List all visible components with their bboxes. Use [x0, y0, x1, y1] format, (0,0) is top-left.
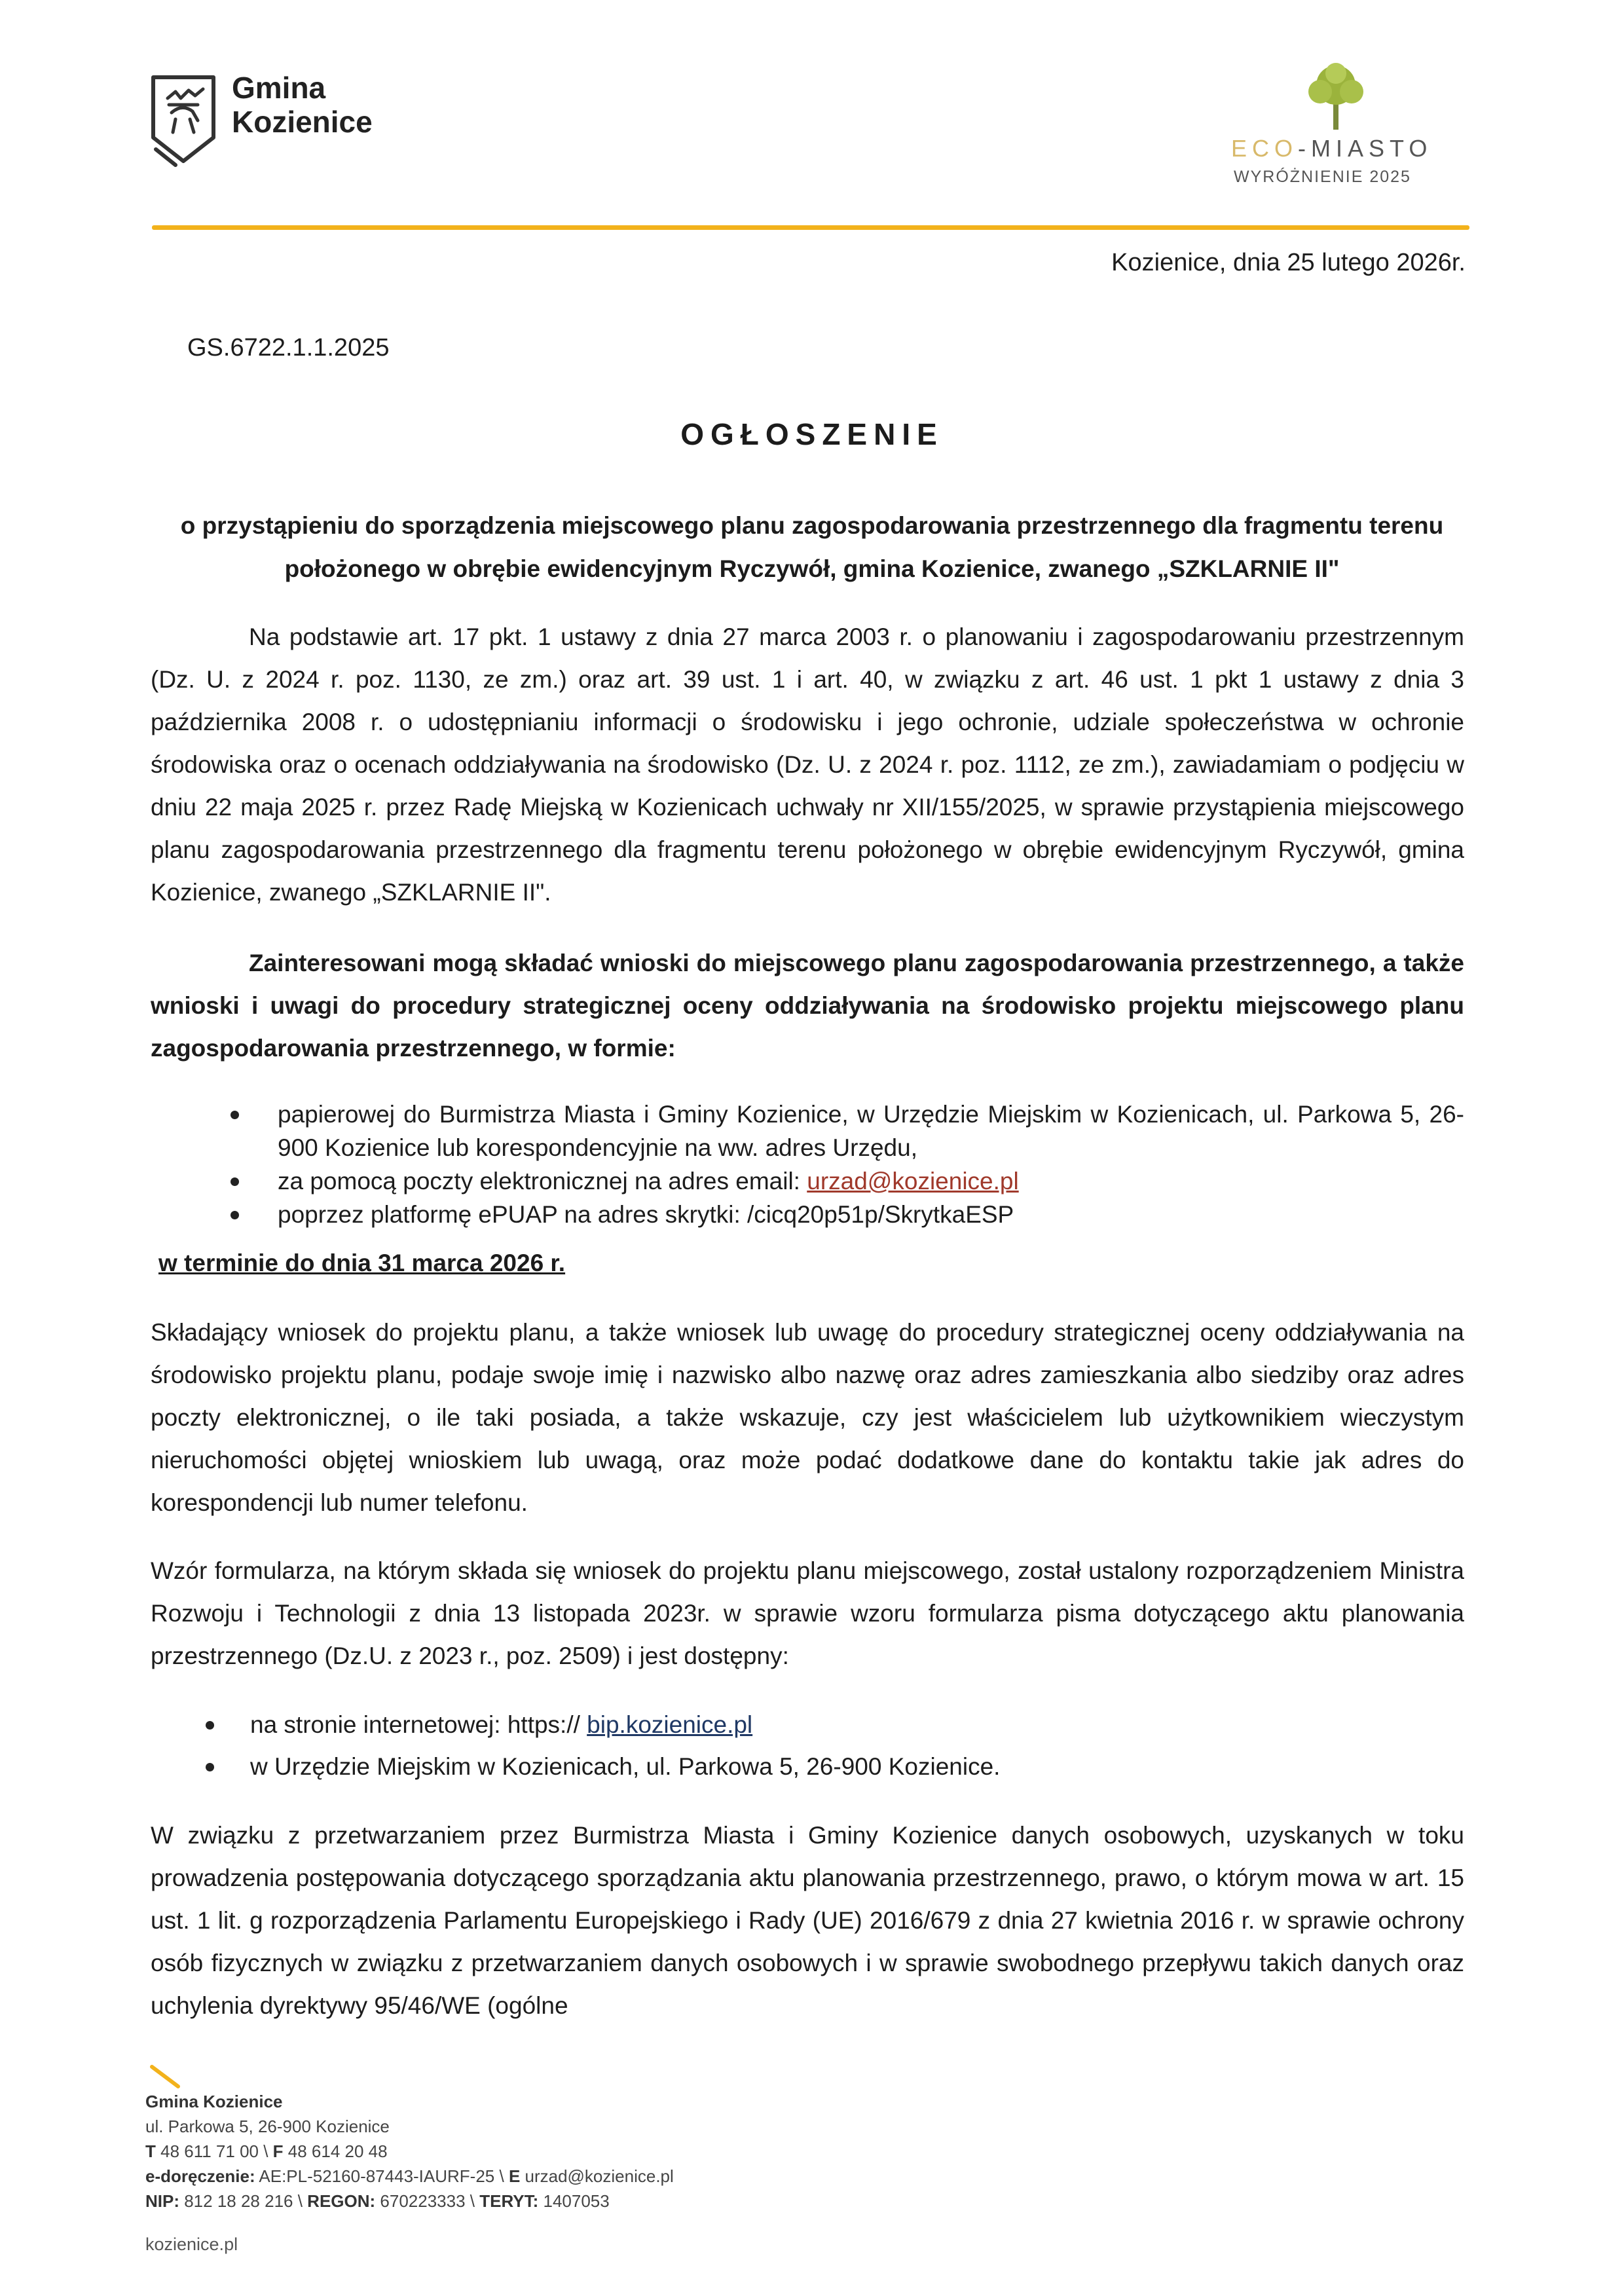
- list-item: [250, 1704, 1462, 1746]
- email-value: urzad@kozienice.pl: [520, 2166, 674, 2186]
- fax-label: F: [272, 2141, 284, 2161]
- miasto-part: -MIASTO: [1298, 135, 1433, 162]
- header-divider: [152, 225, 1469, 230]
- legal-basis-paragraph: Na podstawie art. 17 pkt. 1 ustawy z dnia 27 marca 2003 r. o planowaniu i zagospodarowaniu przestrzennym (Dz. U. z 2024 r. poz. 1130, ze zm.) oraz art. 39 ust. 1 i art. 40, w związku z art. 46 ust. 1 pkt 1 ustawy z dnia 3 października 2008 r. o udostępnianiu informacji o środowisku i jego ochronie, udziale społeczeństwa w ochronie środowiska oraz o ocenach oddziaływania na środowisko (Dz. U. z 2024 r. poz. 1112, ze zm.), zawiadamiam o podjęciu w dniu 22 maja 2025 r. przez Radę Miejską w Kozienicach uchwały nr XII/155/2025, w sprawie przystąpienia miejscowego planu zagospodarowania przestrzennego dla fragmentu terenu położonego w obrębie ewidencyjnym Ryczywół, gmina Kozienice, zwanego „SZKLARNIE II".: [151, 623, 1464, 906]
- document-date: Kozienice, dnia 25 lutego 2026r.: [1111, 249, 1466, 276]
- logo-line1: Gmina: [232, 71, 326, 105]
- list-item: [278, 1198, 1464, 1231]
- document-heading: OGŁOSZENIE: [680, 417, 944, 451]
- document-subject: o przystąpieniu do sporządzenia miejscowego planu zagospodarowania przestrzennego dla fragmentu terenu położonego w obrębie ewidencyjnym Ryczywół, gmina Kozienice, zwanego „SZKLARNIE II": [180, 512, 1444, 582]
- footer-phone-line: [145, 2139, 674, 2164]
- phone-label: T: [145, 2141, 156, 2161]
- teryt-value: 1407053: [538, 2191, 610, 2211]
- footer-org: Gmina Kozienice: [145, 2092, 283, 2111]
- edelivery-label: e-doręczenie:: [145, 2166, 255, 2186]
- eco-miasto-title: [1231, 135, 1432, 162]
- footer-edelivery-line: [145, 2164, 674, 2189]
- submission-deadline: w terminie do dnia 31 marca 2026 r.: [158, 1250, 566, 1276]
- applicant-requirements-paragraph: Składający wniosek do projektu planu, a także wniosek lub uwagę do procedury strategicznej oceny oddziaływania na środowisko projektu planu, podaje swoje imię i nazwisko albo nazwę oraz adres zamieszkania albo siedziby oraz adres poczty elektronicznej, o ile taki posiada, a także wskazuje, czy jest właścicielem lub użytkownikiem wieczystym nieruchomości objętej wnioskiem lub uwagą, oraz może podać dodatkowe dane do kontaktu takie jak adres do korespondencji lub numer telefonu.: [151, 1319, 1464, 1516]
- email-label: E: [508, 2166, 521, 2186]
- footer-contact: [145, 2089, 674, 2213]
- eco-part: ECO: [1231, 135, 1299, 162]
- availability-list: [250, 1704, 1462, 1788]
- regon-label: REGON:: [307, 2191, 376, 2211]
- footer-registry-line: [145, 2189, 674, 2213]
- bip-link[interactable]: bip.kozienice.pl: [587, 1711, 753, 1738]
- office-location: w Urzędzie Miejskim w Kozienicach, ul. Parkowa 5, 26-900 Kozienice.: [250, 1753, 1001, 1780]
- teryt-label: TERYT:: [479, 2191, 539, 2211]
- list-item: [250, 1746, 1462, 1788]
- submission-forms-list: [278, 1098, 1464, 1231]
- edelivery-value: AE:PL-52160-87443-IAURF-25 \: [255, 2166, 509, 2186]
- gdpr-paragraph: W związku z przetwarzaniem przez Burmistrza Miasta i Gminy Kozienice danych osobowych, uzyskanych w toku prowadzenia postępowania dotyczącego sporządzania aktu planowania przestrzennego, prawo, o którym mowa w art. 15 ust. 1 lit. g rozporządzenia Parlamentu Europejskiego i Rady (UE) 2016/679 z dnia 27 kwietnia 2016 r. w sprawie ochrony osób fizycznych w związku z przetwarzaniem danych osobowych i w sprawie swobodnego przepływu takich danych oraz uchylenia dyrektywy 95/46/WE (ogólne: [151, 1822, 1464, 2019]
- regon-value: 670223333 \: [375, 2191, 480, 2211]
- list-item: [278, 1098, 1464, 1164]
- submissions-paragraph: Zainteresowani mogą składać wnioski do miejscowego planu zagospodarowania przestrzennego, a także wnioski i uwagi do procedury strategicznej oceny oddziaływania na środowisko projektu miejscowego planu zagospodarowania przestrzennego, w formie:: [151, 950, 1464, 1062]
- eco-tree-icon: [1297, 60, 1375, 132]
- footer-website[interactable]: kozienice.pl: [145, 2234, 238, 2254]
- nip-label: NIP:: [145, 2191, 179, 2211]
- footer-address: ul. Parkowa 5, 26-900 Kozienice: [145, 2117, 390, 2136]
- form-paper: papierowej do Burmistrza Miasta i Gminy Kozienice, w Urzędzie Miejskim w Kozienicach, ul. Parkowa 5, 26-900 Kozienice lub korespondencyjnie na ww. adres Urzędu,: [278, 1101, 1464, 1161]
- gmina-crest-logo: [149, 72, 217, 170]
- phone-value: 48 611 71 00 \: [155, 2141, 273, 2161]
- form-email-label: za pomocą poczty elektronicznej na adres email:: [278, 1168, 807, 1194]
- logo-line2: Kozienice: [232, 105, 373, 139]
- gmina-logo-text: [232, 71, 373, 139]
- website-label: na stronie internetowej: https://: [250, 1711, 580, 1738]
- reference-number: GS.6722.1.1.2025: [187, 334, 390, 361]
- form-template-paragraph: Wzór formularza, na którym składa się wniosek do projektu planu miejscowego, został ustalony rozporządzeniem Ministra Rozwoju i Technologii z dnia 13 listopada 2023r. w sprawie wzoru formularza pisma dotyczącego aktu planowania przestrzennego (Dz.U. z 2023 r., poz. 2509) i jest dostępny:: [151, 1557, 1464, 1669]
- list-item: [278, 1164, 1464, 1198]
- email-link[interactable]: urzad@kozienice.pl: [807, 1168, 1019, 1194]
- form-epuap: poprzez platformę ePUAP na adres skrytki: /cicq20p51p/SkrytkaESP: [278, 1201, 1014, 1228]
- eco-miasto-subtitle: WYRÓŻNIENIE 2025: [1234, 168, 1411, 186]
- fax-value: 48 614 20 48: [283, 2141, 388, 2161]
- nip-value: 812 18 28 216 \: [179, 2191, 308, 2211]
